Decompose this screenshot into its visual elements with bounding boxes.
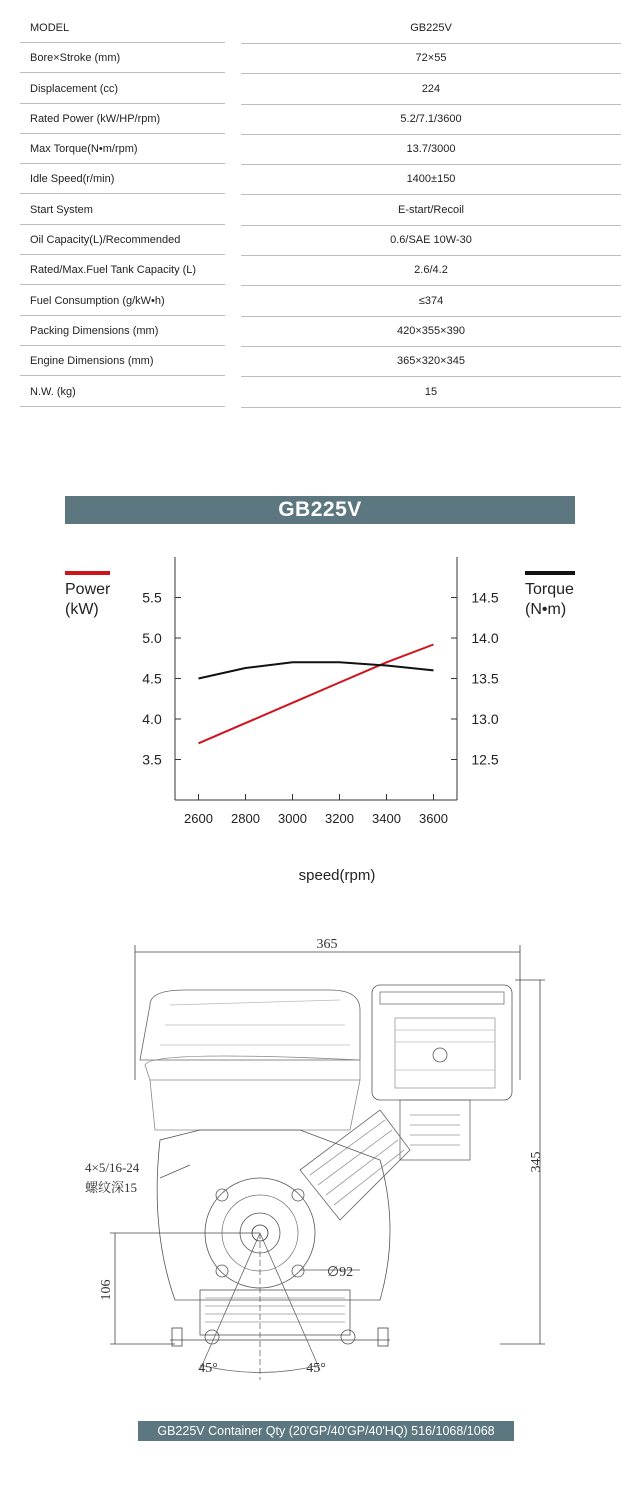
- spec-label: MODEL: [20, 14, 225, 43]
- spec-label: Max Torque(N•m/rpm): [20, 135, 225, 164]
- spec-row: [20, 196, 621, 226]
- spec-value: E-start/Recoil: [241, 196, 621, 226]
- dim-height-label: 345: [529, 1151, 544, 1173]
- power-legend-unit: (kW): [65, 601, 99, 618]
- torque-legend-unit: (N•m): [525, 601, 567, 618]
- right-tick-label: 14.0: [471, 630, 499, 646]
- model-banner: GB225V: [65, 496, 575, 524]
- torque-legend-label: Torque: [525, 581, 574, 598]
- spec-row: [20, 165, 621, 195]
- thread-note-2: 螺纹深15: [85, 1180, 138, 1195]
- angle-left-label: 45°: [198, 1361, 218, 1376]
- spec-row: [20, 135, 621, 165]
- left-tick-label: 5.5: [142, 589, 162, 606]
- spec-value: 365×320×345: [241, 347, 621, 377]
- dim-shaft-label: 106: [99, 1279, 114, 1301]
- spec-label: Packing Dimensions (mm): [20, 317, 225, 346]
- x-tick-label: 2600: [184, 811, 213, 826]
- left-tick-label: 3.5: [142, 751, 162, 768]
- spec-value: 224: [241, 75, 621, 105]
- x-tick-label: 3200: [325, 811, 354, 826]
- left-tick-label: 4.0: [142, 711, 162, 727]
- left-tick-label: 4.5: [142, 670, 162, 687]
- engine-dimension-drawing: [0, 930, 640, 1410]
- spec-label: Bore×Stroke (mm): [20, 44, 225, 73]
- spec-row: [20, 75, 621, 105]
- spec-value: 72×55: [241, 44, 621, 74]
- x-axis-label: speed(rpm): [298, 867, 376, 884]
- left-tick-label: 5.0: [142, 630, 162, 646]
- spec-row: [20, 105, 621, 135]
- torque-series-line: [199, 662, 434, 678]
- spec-value: 15: [241, 378, 621, 408]
- spec-row: [20, 226, 621, 256]
- power-legend-swatch: [65, 571, 110, 575]
- spec-row: [20, 256, 621, 286]
- x-tick-label: 2800: [231, 811, 260, 826]
- right-tick-label: 12.5: [471, 751, 499, 768]
- spec-value: 2.6/4.2: [241, 256, 621, 286]
- spec-label: Oil Capacity(L)/Recommended: [20, 226, 225, 255]
- spec-value: 420×355×390: [241, 317, 621, 347]
- right-tick-label: 14.5: [471, 589, 499, 606]
- power-legend-label: Power: [65, 581, 111, 598]
- dim-diameter-label: ∅92: [326, 1265, 354, 1280]
- angle-right-label: 45°: [306, 1361, 326, 1376]
- torque-legend-swatch: [525, 571, 575, 575]
- spec-label: N.W. (kg): [20, 378, 225, 407]
- spec-label: Displacement (cc): [20, 75, 225, 104]
- spec-label: Start System: [20, 196, 225, 225]
- container-qty-banner: GB225V Container Qty (20'GP/40'GP/40'HQ) 516/1068/1068: [138, 1421, 514, 1441]
- x-tick-label: 3400: [372, 811, 401, 826]
- performance-chart: [0, 540, 640, 900]
- spec-row: [20, 378, 621, 408]
- spec-label: Idle Speed(r/min): [20, 165, 225, 194]
- spec-row: [20, 44, 621, 74]
- spec-value: 13.7/3000: [241, 135, 621, 165]
- right-tick-label: 13.5: [471, 670, 499, 687]
- thread-note-1: 4×5/16-24: [85, 1160, 140, 1175]
- spec-row: [20, 347, 621, 377]
- power-series-line: [199, 645, 434, 744]
- spec-label: Rated Power (kW/HP/rpm): [20, 105, 225, 134]
- spec-label: Rated/Max.Fuel Tank Capacity (L): [20, 256, 225, 285]
- spec-value: 5.2/7.1/3600: [241, 105, 621, 135]
- spec-label: Engine Dimensions (mm): [20, 347, 225, 376]
- spec-value: ≤374: [241, 287, 621, 317]
- spec-row: [20, 287, 621, 317]
- x-tick-label: 3600: [419, 811, 448, 826]
- spec-value: 1400±150: [241, 165, 621, 195]
- spec-value: GB225V: [241, 14, 621, 44]
- right-tick-label: 13.0: [471, 711, 499, 727]
- dim-width-label: 365: [316, 937, 338, 952]
- spec-table: [20, 14, 621, 408]
- spec-row: [20, 317, 621, 347]
- spec-value: 0.6/SAE 10W-30: [241, 226, 621, 256]
- spec-label: Fuel Consumption (g/kW•h): [20, 287, 225, 316]
- spec-row: [20, 14, 621, 44]
- x-tick-label: 3000: [278, 811, 307, 826]
